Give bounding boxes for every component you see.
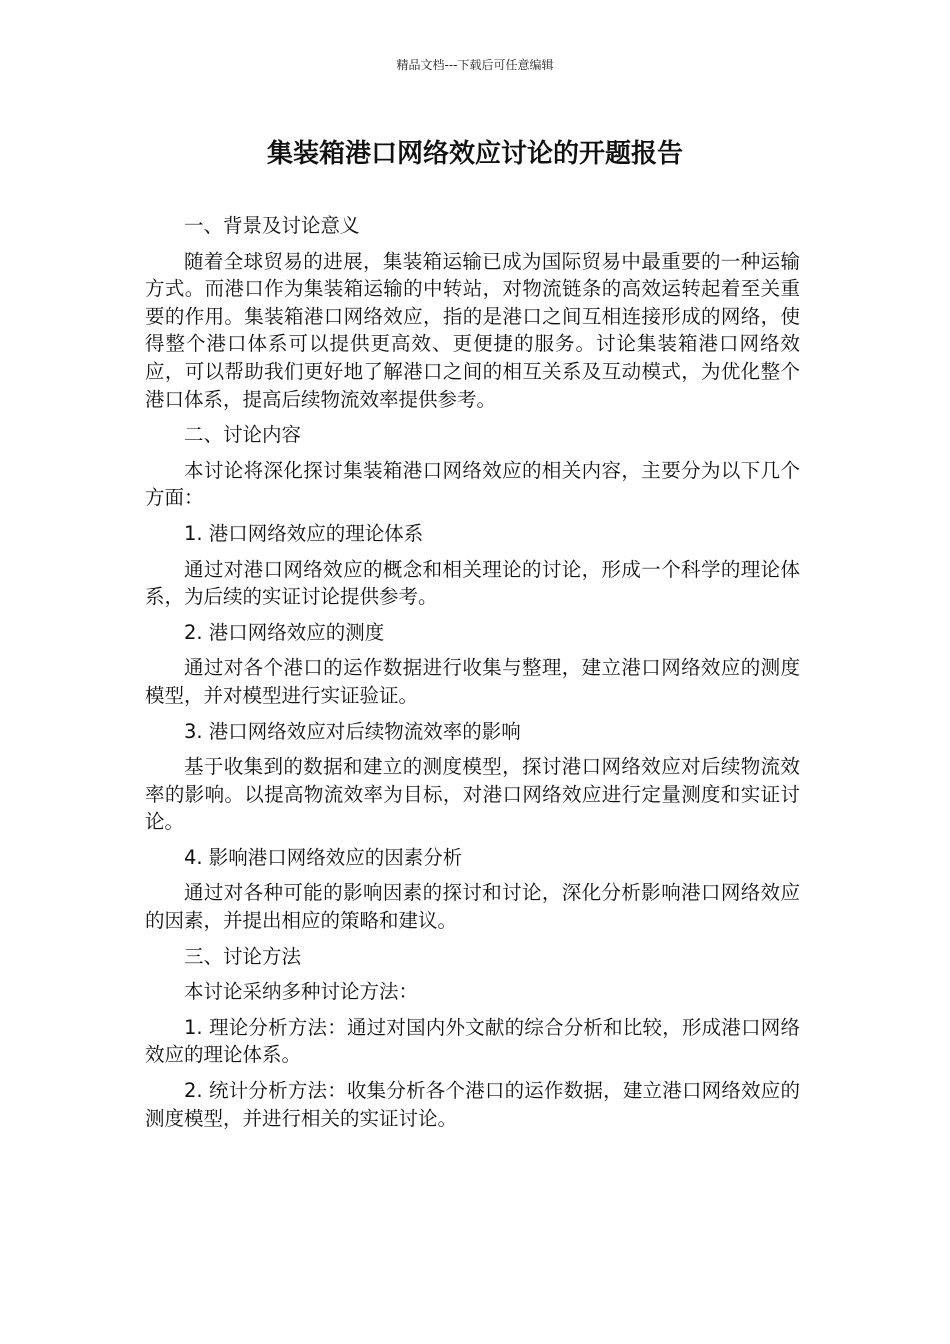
paragraph-measurement: 通过对各个港口的运作数据进行收集与整理，建立港口网络效应的测度模型，并对模型进行实证验证。	[145, 656, 800, 707]
paragraph-factor-analysis: 通过对各种可能的影响因素的探讨和讨论，深化分析影响港口网络效应的因素，并提出相应的策略和建议。	[145, 881, 800, 933]
paragraph-background: 随着全球贸易的进展，集装箱运输已成为国际贸易中最重要的一种运输方式。而港口作为集装箱运输的中转站，对物流链条的高效运转起着至关重要的作用。集装箱港口网络效应，指的是港口之间互相连接形成的网络，使得整个港口体系可以提供更高效、更便捷的服务。讨论集装箱港口网络效应，可以帮助我们更好地了解港口之间的相互关系及互动模式，为优化整个港口体系，提高后续物流效率提供参考。	[145, 249, 800, 411]
paragraph-content-intro: 本讨论将深化探讨集装箱港口网络效应的相关内容，主要分为以下几个方面：	[145, 458, 800, 510]
paragraph-method-statistics: 2. 统计分析方法：收集分析各个港口的运作数据，建立港口网络效应的测度模型，并进行相关的实证讨论。	[145, 1079, 800, 1130]
section-heading-background: 一、背景及讨论意义	[184, 214, 360, 237]
paragraph-theory: 通过对港口网络效应的概念和相关理论的讨论，形成一个科学的理论体系，为后续的实证讨论提供参考。	[145, 557, 800, 609]
section-heading-methods: 三、讨论方法	[184, 944, 302, 968]
subheading-logistics-impact: 3. 港口网络效应对后续物流效率的影响	[184, 719, 521, 743]
document-title: 集装箱港口网络效应讨论的开题报告	[266, 139, 683, 169]
subheading-measurement: 2. 港口网络效应的测度	[184, 620, 385, 644]
subheading-factor-analysis: 4. 影响港口网络效应的因素分析	[184, 845, 463, 869]
paragraph-methods-intro: 本讨论采纳多种讨论方法：	[184, 980, 419, 1004]
document-body	[145, 212, 800, 1140]
subheading-theory: 1. 港口网络效应的理论体系	[184, 521, 424, 545]
paragraph-method-theory: 1. 理论分析方法：通过对国内外文献的综合分析和比较，形成港口网络效应的理论体系。	[145, 1015, 800, 1067]
header-note: 精品文档---下载后可任意编辑	[396, 58, 554, 72]
section-heading-content: 二、讨论内容	[184, 423, 302, 447]
paragraph-logistics-impact: 基于收集到的数据和建立的测度模型，探讨港口网络效应对后续物流效率的影响。以提高物流效率为目标，对港口网络效应进行定量测度和实证讨论。	[145, 755, 800, 834]
